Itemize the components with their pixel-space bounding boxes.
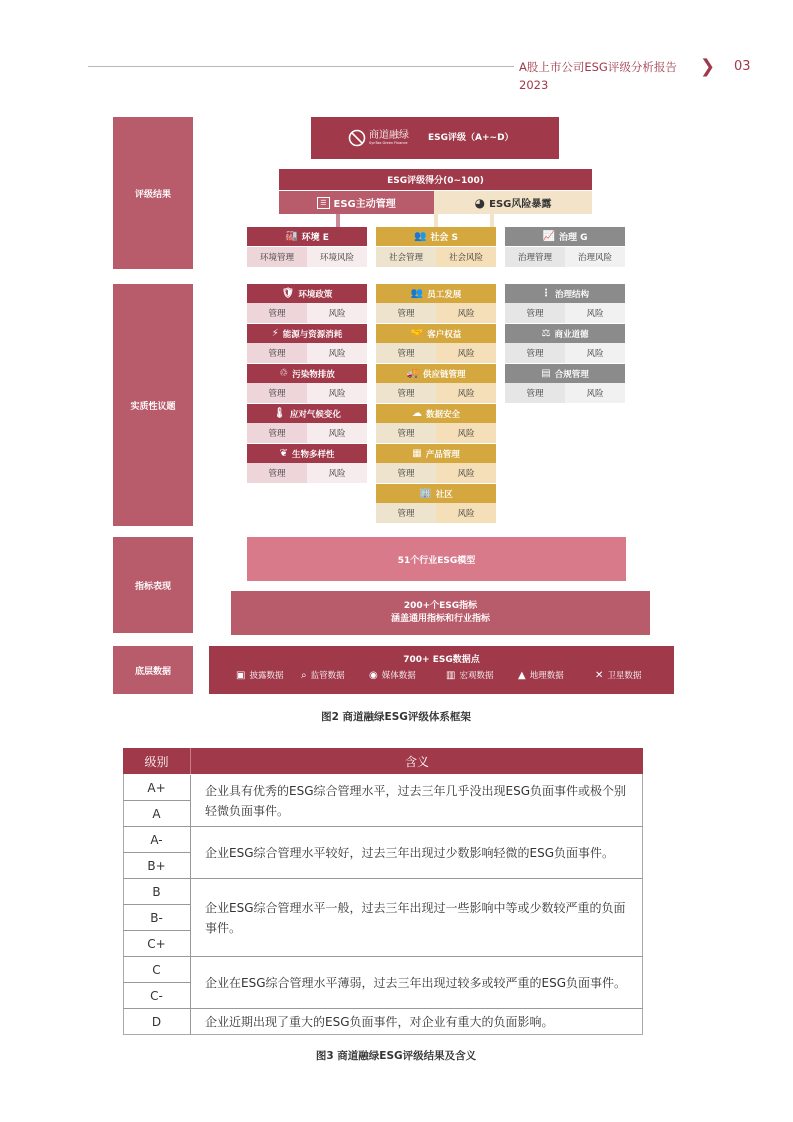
env-risk: 环境风险 — [307, 247, 367, 267]
topic-risk: 风险 — [436, 383, 496, 403]
source-satellite: ✕ 卫星数据 — [595, 670, 642, 681]
topic-data-security: ☁ 数据安全 — [376, 404, 496, 423]
gov-risk: 治理风险 — [565, 247, 625, 267]
eye-icon: ◉ — [369, 670, 378, 681]
label-material-issues: 实质性议题 — [113, 284, 193, 526]
topic-manage: 管理 — [376, 343, 436, 363]
connector-soc — [434, 214, 438, 227]
meaning-cell: 企业ESG综合管理水平较好，过去三年出现过少数影响轻微的ESG负面事件。 — [190, 827, 643, 879]
topic-risk: 风险 — [436, 343, 496, 363]
cloud-icon: ☁ — [411, 408, 422, 419]
topic-manage: 管理 — [247, 463, 307, 483]
source-media: ◉ 媒体数据 — [369, 670, 416, 681]
syntao-logo — [348, 126, 428, 150]
image-icon: ▣ — [236, 670, 246, 681]
label-underlying-data: 底层数据 — [113, 646, 193, 694]
pillar-governance: 📈 治理 G — [505, 227, 625, 246]
scales-icon: ⚖ — [541, 328, 551, 339]
level-cell: B — [123, 879, 190, 905]
topic-risk: 风险 — [565, 343, 625, 363]
topic-risk: 风险 — [307, 423, 367, 443]
level-cell: A- — [123, 827, 190, 853]
meaning-cell: 企业ESG综合管理水平一般，过去三年出现过一些影响中等或少数较严重的负面事件。 — [190, 879, 643, 957]
hierarchy-icon: ⋮ — [540, 288, 551, 299]
report-title: A股上市公司ESG评级分析报告2023 — [519, 60, 677, 92]
people-icon: 👥 — [413, 231, 427, 242]
env-management: 环境管理 — [247, 247, 307, 267]
chevron-right-icon: ❯ — [700, 56, 716, 77]
topic-manage: 管理 — [247, 423, 307, 443]
level-cell: D — [151, 1015, 162, 1029]
plant-icon: ❦ — [279, 448, 288, 459]
magnifier-icon: ⌕ — [301, 670, 307, 681]
level-cell: A — [123, 801, 190, 827]
pie-chart-icon: ◕ — [474, 195, 486, 210]
topic-manage: 管理 — [376, 383, 436, 403]
topic-manage: 管理 — [247, 343, 307, 363]
label-rating-result: 评级结果 — [113, 117, 193, 269]
topic-risk: 风险 — [436, 303, 496, 323]
esg-risk-exposure: ◕ ESG风险暴露 — [434, 191, 592, 214]
people-icon: 👥 — [410, 288, 424, 299]
topic-business-ethics: ⚖ 商业道德 — [505, 324, 625, 343]
topic-risk: 风险 — [436, 503, 496, 523]
grid-icon: ▦ — [412, 448, 422, 459]
header-level: 级别 — [123, 748, 190, 774]
topic-employee: 👥 员工发展 — [376, 284, 496, 303]
figure-2-caption: 图2 商道融绿ESG评级体系框架 — [321, 710, 471, 723]
logo-mark-icon — [348, 129, 366, 147]
topic-risk: 风险 — [565, 303, 625, 323]
topic-manage: 管理 — [505, 343, 565, 363]
thermometer-icon: 🌡 — [273, 408, 286, 419]
satellite-icon: ✕ — [595, 670, 604, 681]
topic-community: 🏢 社区 — [376, 484, 496, 503]
indicators-box: 200+个ESG指标 涵盖通用指标和行业指标 — [231, 591, 650, 635]
level-cell: B+ — [123, 853, 190, 879]
gov-management: 治理管理 — [505, 247, 565, 267]
level-cell: A+ — [123, 775, 190, 801]
topic-climate: 🌡 应对气候变化 — [247, 404, 367, 423]
topic-risk: 风险 — [307, 343, 367, 363]
topic-product: ▦ 产品管理 — [376, 444, 496, 463]
topic-governance-structure: ⋮ 治理结构 — [505, 284, 625, 303]
topic-manage: 管理 — [376, 463, 436, 483]
logo-subtitle: SynTao Green Finance — [369, 141, 408, 145]
clipboard-icon: ▤ — [541, 368, 551, 379]
topic-manage: 管理 — [505, 303, 565, 323]
rating-scale: ESG评级（A+~D） — [428, 133, 514, 143]
document-icon: ☰ — [317, 197, 329, 209]
topic-pollution: ♲ 污染物排放 — [247, 364, 367, 383]
topic-risk: 风险 — [565, 383, 625, 403]
topic-manage: 管理 — [376, 503, 436, 523]
topic-env-policy: 🛡 环境政策 — [247, 284, 367, 303]
meaning-cell: 企业近期出现了重大的ESG负面事件，对企业有重大的负面影响。 — [190, 1009, 643, 1035]
buildings-icon: 🏢 — [419, 488, 432, 499]
line-chart-icon: 📈 — [542, 231, 555, 242]
source-disclosure: ▣ 披露数据 — [236, 670, 284, 681]
meaning-cell: 企业在ESG综合管理水平薄弱，过去三年出现过较多或较严重的ESG负面事件。 — [190, 957, 643, 1009]
page-number: 03 — [734, 59, 751, 74]
data-points-title: 700+ ESG数据点 — [403, 655, 480, 665]
bar-chart-icon: ▥ — [446, 670, 456, 681]
pillar-social: 👥 社会 S — [376, 227, 496, 246]
esg-score-bar: ESG评级得分(0~100) — [279, 169, 592, 190]
connector-env — [336, 214, 340, 227]
industry-model-box: 51个行业ESG模型 — [247, 537, 626, 581]
level-cell: C — [123, 957, 190, 983]
connector-gov — [490, 214, 494, 227]
level-cell: C- — [123, 983, 190, 1009]
level-cell: B- — [123, 905, 190, 931]
figure-3-caption: 图3 商道融绿ESG评级结果及含义 — [315, 1049, 477, 1062]
source-regulatory: ⌕ 监管数据 — [301, 670, 345, 681]
handshake-icon: 🤝 — [410, 328, 424, 339]
esg-active-management: ☰ ESG主动管理 — [279, 191, 434, 214]
logo-name: 商道融绿 — [369, 130, 409, 141]
soc-management: 社会管理 — [376, 247, 436, 267]
topic-customer: 🤝 客户权益 — [376, 324, 496, 343]
label-indicator-performance: 指标表现 — [113, 537, 193, 633]
topic-manage: 管理 — [247, 383, 307, 403]
shield-icon: 🛡 — [281, 288, 295, 299]
level-cell: C+ — [123, 931, 190, 957]
energy-icon: ⚡ — [271, 328, 279, 339]
header-rule — [88, 66, 514, 67]
topic-risk: 风险 — [436, 463, 496, 483]
topic-manage: 管理 — [376, 303, 436, 323]
topic-manage: 管理 — [505, 383, 565, 403]
soc-risk: 社会风险 — [436, 247, 496, 267]
pillar-environment: 🏭 环境 E — [247, 227, 367, 246]
topic-biodiversity: ❦ 生物多样性 — [247, 444, 367, 463]
topic-manage: 管理 — [247, 303, 307, 323]
truck-icon: 🚚 — [406, 368, 419, 379]
factory-icon: 🏭 — [285, 231, 298, 242]
mountain-icon: ▲ — [518, 670, 526, 681]
topic-compliance: ▤ 合规管理 — [505, 364, 625, 383]
header-meaning: 含义 — [190, 748, 643, 774]
topic-risk: 风险 — [307, 303, 367, 323]
topic-risk: 风险 — [307, 383, 367, 403]
source-geographic: ▲ 地理数据 — [518, 670, 564, 681]
topic-risk: 风险 — [307, 463, 367, 483]
topic-risk: 风险 — [436, 423, 496, 443]
topic-supply-chain: 🚚 供应链管理 — [376, 364, 496, 383]
topic-manage: 管理 — [376, 423, 436, 443]
topic-energy: ⚡ 能源与资源消耗 — [247, 324, 367, 343]
recycle-icon: ♲ — [279, 368, 289, 379]
source-macro: ▥ 宏观数据 — [446, 670, 494, 681]
meaning-cell: 企业具有优秀的ESG综合管理水平，过去三年几乎没出现ESG负面事件或极个别轻微负面事件。 — [190, 775, 643, 827]
